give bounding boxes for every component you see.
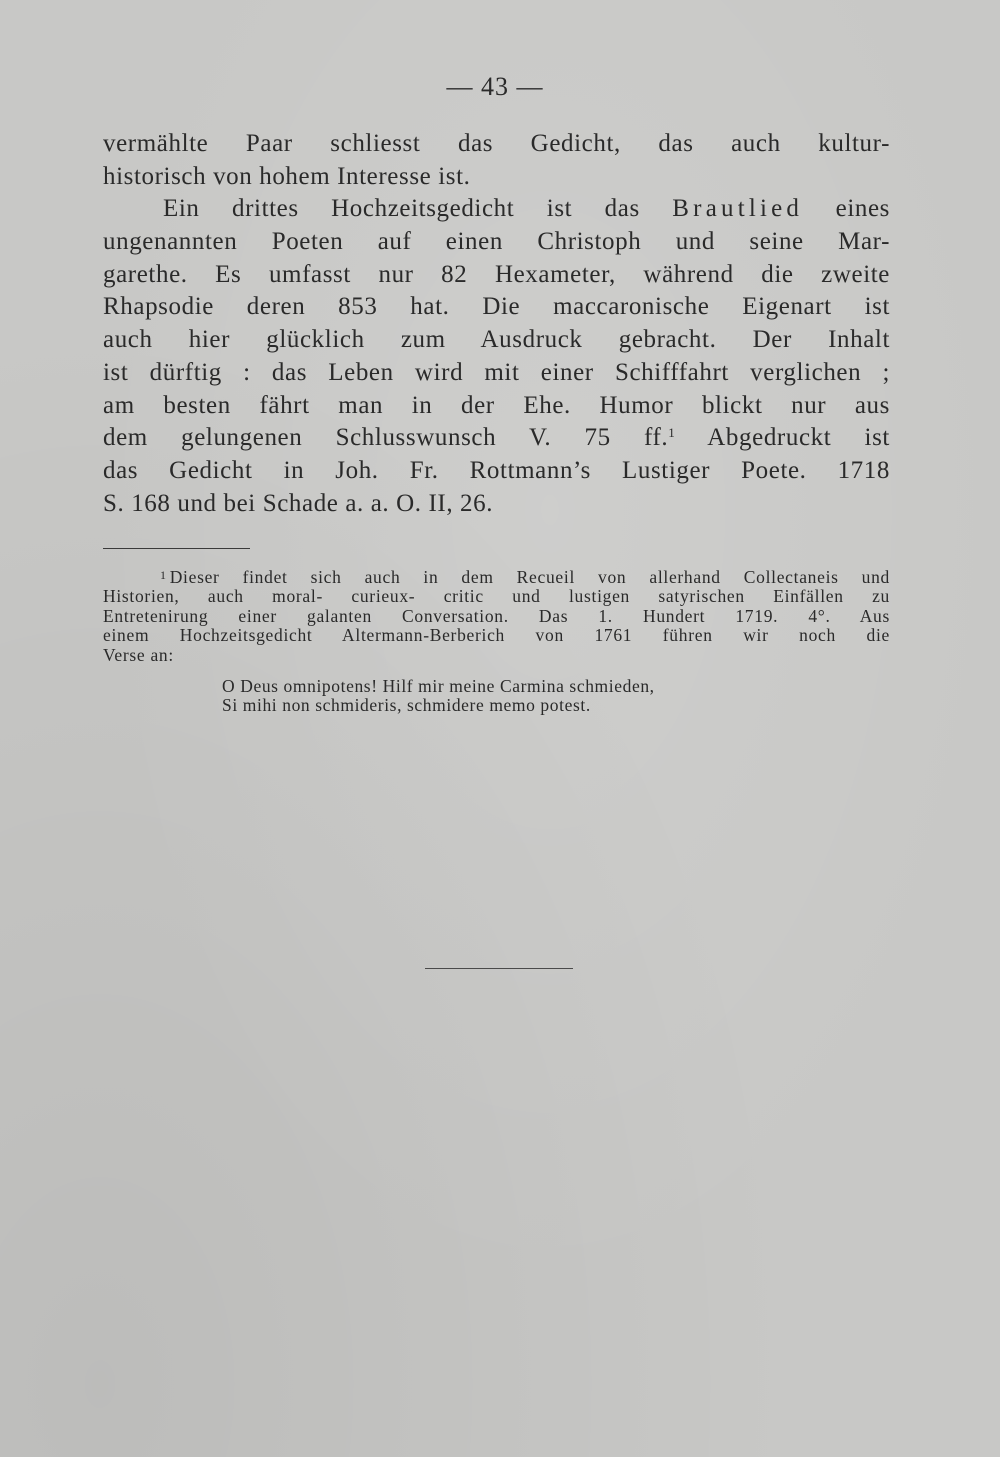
body-line: auch hier glücklich zum Ausdruck gebracht. Der Inhalt bbox=[103, 326, 890, 354]
body-line bbox=[103, 422, 890, 455]
footnote-line: Verse an: bbox=[103, 644, 174, 665]
emphasized-word: Brautlied bbox=[672, 195, 804, 223]
footnote-line bbox=[103, 568, 890, 587]
main-text bbox=[103, 128, 890, 520]
body-line: am besten fährt man in der Ehe. Humor blickt nur aus bbox=[103, 391, 890, 419]
footnote-line: einem Hochzeitsgedicht Altermann-Berberich von 1761 führen wir noch die bbox=[103, 625, 890, 646]
body-line-text: Ein drittes Hochzeitsgedicht ist das bbox=[163, 195, 640, 223]
body-line: ist dürftig : das Leben wird mit einer Schifffahrt verglichen ; bbox=[103, 358, 890, 386]
footnote-marker: 1 bbox=[160, 568, 167, 582]
body-line: historisch von hohem Interesse ist. bbox=[103, 162, 471, 190]
body-line-text: Abgedruckt ist bbox=[707, 424, 890, 452]
body-line: Rhapsodie deren 853 hat. Die maccaronische Eigenart ist bbox=[103, 293, 890, 321]
footnote bbox=[103, 568, 890, 665]
body-line: das Gedicht in Joh. Fr. Rottmann’s Lustiger Poete. 1718 bbox=[103, 456, 890, 484]
footnote-line: Entretenirung einer galanten Conversation. Das 1. Hundert 1719. 4°. Aus bbox=[103, 605, 890, 626]
body-line-text: dem gelungenen Schlusswunsch V. 75 ff. bbox=[103, 424, 669, 452]
end-rule bbox=[425, 968, 573, 969]
verse-line: O Deus omnipotens! Hilf mir meine Carmina schmieden, bbox=[222, 676, 655, 696]
verse-line: Si mihi non schmideris, schmidere memo potest. bbox=[222, 694, 591, 715]
body-line: garethe. Es umfasst nur 82 Hexameter, während die zweite bbox=[103, 260, 890, 288]
footnote-rule bbox=[103, 548, 250, 549]
body-line: vermählte Paar schliesst das Gedicht, das auch kultur- bbox=[103, 130, 890, 157]
body-line: ungenannten Poeten auf einen Christoph und seine Mar- bbox=[103, 228, 890, 256]
footnote-line: Historien, auch moral- curieux- critic und lustigen satyrischen Einfällen zu bbox=[103, 586, 890, 607]
page-number: — 43 — bbox=[446, 72, 544, 101]
body-line-text: eines bbox=[835, 195, 890, 223]
body-line: S. 168 und bei Schade a. a. O. II, 26. bbox=[103, 489, 494, 517]
footnote-line-text: Dieser findet sich auch in dem Recueil von allerhand Collectaneis und bbox=[169, 567, 890, 587]
footnote-reference: 1 bbox=[668, 425, 676, 441]
footnote-verse bbox=[222, 677, 862, 714]
body-line bbox=[103, 193, 890, 226]
